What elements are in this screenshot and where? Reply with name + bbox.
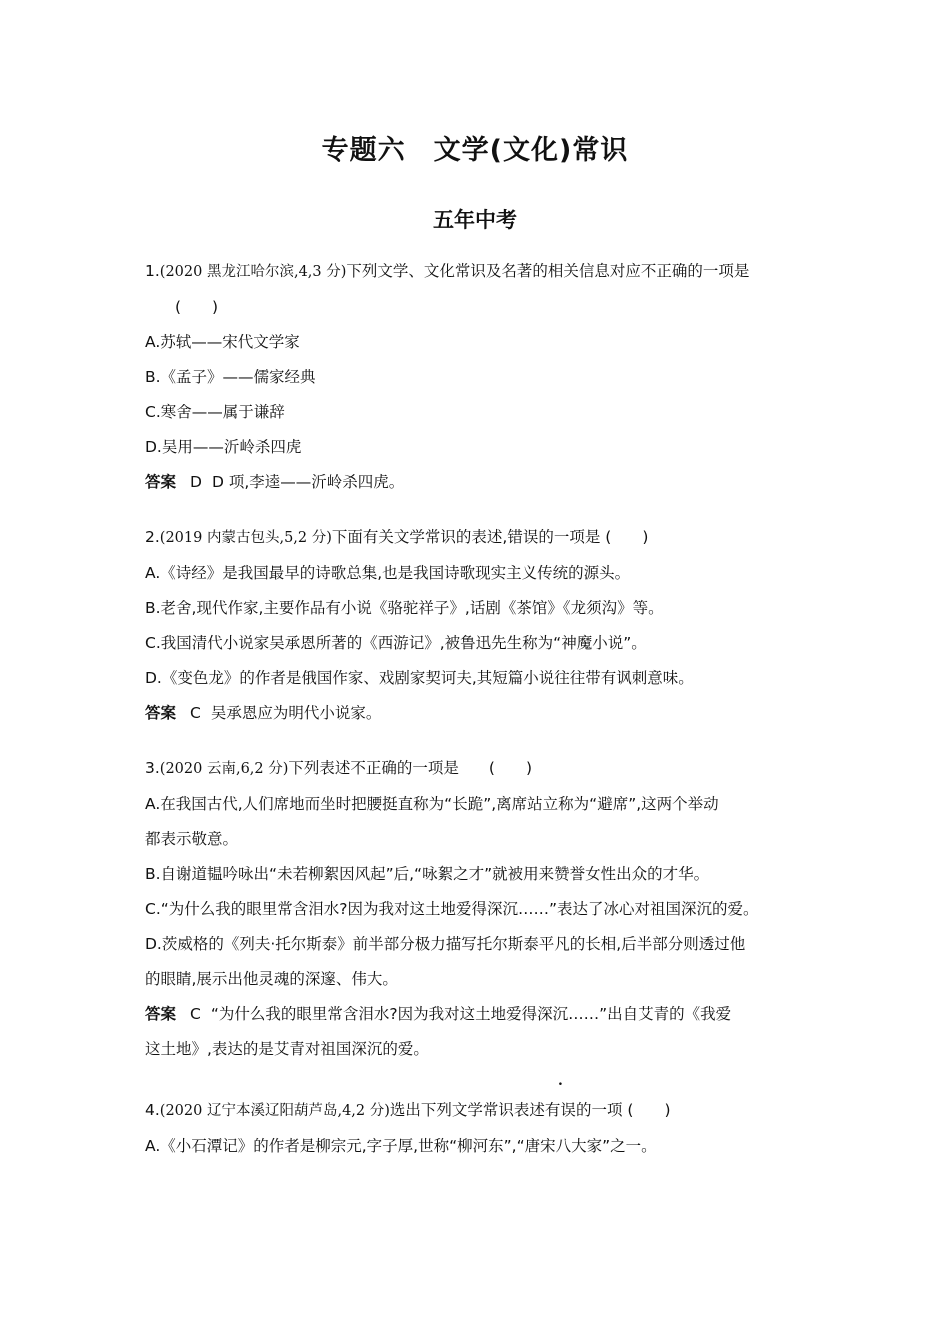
option-a: A.《诗经》是我国最早的诗歌总集,也是我国诗歌现实主义传统的源头。 — [145, 564, 631, 582]
answer-line — [145, 696, 810, 731]
page-title — [0, 128, 950, 167]
answer-letter: D — [190, 473, 202, 491]
question-source: (2020 辽宁本溪辽阳葫芦岛,4,2 分) — [159, 1103, 390, 1119]
answer-explanation: 吴承恩应为明代小说家。 — [210, 704, 382, 722]
option-a: A.在我国古代,人们席地而坐时把腰挺直称为“长跪”,离席站立称为“避席”,这两个举动 — [145, 795, 719, 813]
option-d: D.吴用——沂岭杀四虎 — [145, 438, 302, 456]
answer-line — [145, 997, 810, 1032]
question-stem: 2.(2019 内蒙古包头,5,2 分)下面有关文学常识的表述,错误的一项是 ( ) — [145, 528, 649, 546]
question-stem: 1.(2020 黑龙江哈尔滨,4,3 分)下列文学、文化常识及名著的相关信息对应不正确的一项是 — [145, 262, 750, 280]
option-c: C.“为什么我的眼里常含泪水?因为我对这土地爱得深沉……”表达了冰心对祖国深沉的爱。 — [145, 900, 759, 918]
title-topic: 专题六 — [321, 135, 406, 166]
answer-letter: C — [190, 1005, 201, 1023]
question-1 — [145, 254, 810, 500]
answer-paren: ( ) — [605, 528, 649, 546]
question-source: (2020 黑龙江哈尔滨,4,3 分) — [159, 264, 347, 280]
option-a: A.苏轼——宋代文学家 — [145, 333, 300, 351]
emphasized-text: 有误 — [544, 1101, 576, 1119]
question-2 — [145, 520, 810, 731]
option-b: B.老舍,现代作家,主要作品有小说《骆驼祥子》,话剧《茶馆》《龙须沟》等。 — [145, 599, 664, 617]
answer-paren: ( ) — [627, 1101, 671, 1119]
option-c: C.寒舍——属于谦辞 — [145, 403, 285, 421]
answer-label: 答案 — [145, 1005, 177, 1023]
question-stem: 3.(2020 云南,6,2 分)下列表述不正确的一项是 ( ) — [145, 759, 533, 777]
option-d-continued: 的眼睛,展示出他灵魂的深邃、伟大。 — [145, 970, 398, 988]
answer-explanation-continued: 这土地》,表达的是艾青对祖国深沉的爱。 — [145, 1040, 429, 1058]
question-source: (2019 内蒙古包头,5,2 分) — [159, 530, 332, 546]
question-4 — [145, 1093, 810, 1164]
answer-paren: ( ) — [488, 759, 533, 777]
option-d: D.《变色龙》的作者是俄国作家、戏剧家契诃夫,其短篇小说往往带有讽刺意味。 — [145, 669, 694, 687]
answer-label: 答案 — [145, 473, 177, 491]
option-a-continued: 都表示敬意。 — [145, 830, 239, 848]
answer-explanation: D 项,李逵——沂岭杀四虎。 — [211, 473, 405, 491]
section-title: 五年中考 — [433, 208, 517, 232]
answer-explanation: “为什么我的眼里常含泪水?因为我对这土地爱得深沉……”出自艾青的《我爱 — [210, 1005, 732, 1023]
option-d: D.茨威格的《列夫·托尔斯泰》前半部分极力描写托尔斯泰平凡的长相,后半部分则透过他 — [145, 935, 746, 953]
answer-label: 答案 — [145, 704, 177, 722]
option-a: A.《小石潭记》的作者是柳宗元,字子厚,世称“柳河东”,“唐宋八大家”之一。 — [145, 1137, 657, 1155]
question-list — [145, 254, 810, 1184]
title-subject: 文学(文化)常识 — [433, 135, 629, 166]
question-stem: 4.(2020 辽宁本溪辽阳葫芦岛,4,2 分)选出下列文学常识表述有误的一项 ( ) — [145, 1101, 671, 1119]
question-3 — [145, 751, 810, 1067]
answer-line — [145, 465, 810, 500]
answer-letter: C — [190, 704, 201, 722]
question-source: (2020 云南,6,2 分) — [159, 761, 289, 777]
option-b: B.《孟子》——儒家经典 — [145, 368, 316, 386]
option-b: B.自谢道韫吟咏出“未若柳絮因风起”后,“咏絮之才”就被用来赞誉女性出众的才华。 — [145, 865, 710, 883]
answer-paren: ( ) — [175, 298, 219, 316]
option-c: C.我国清代小说家吴承恩所著的《西游记》,被鲁迅先生称为“神魔小说”。 — [145, 634, 647, 652]
